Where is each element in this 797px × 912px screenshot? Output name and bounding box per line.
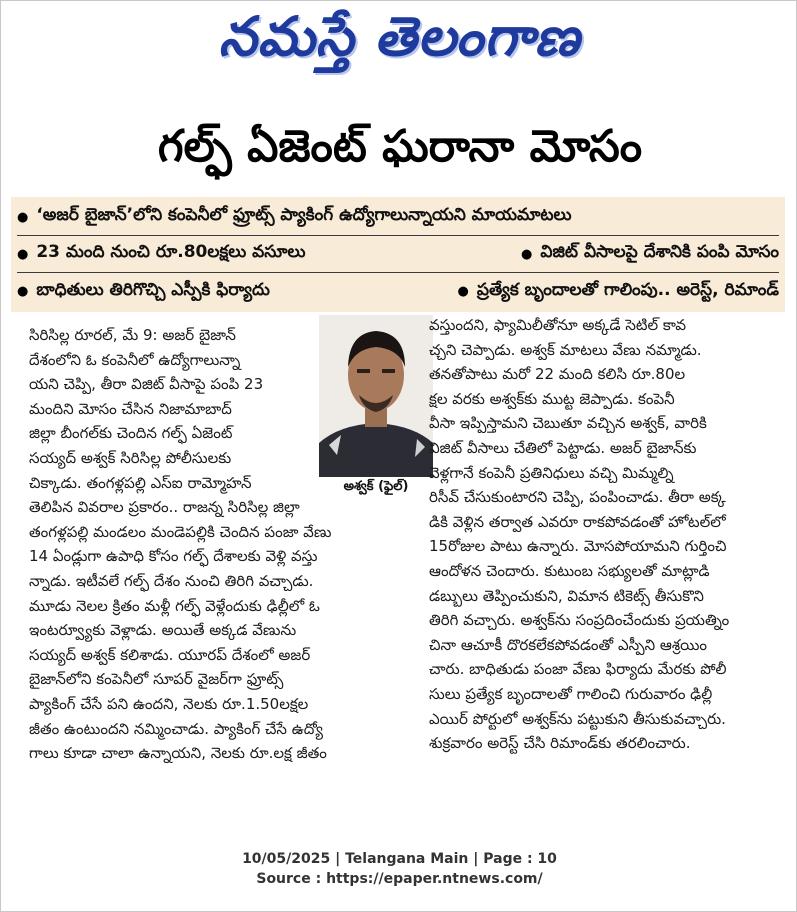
subhead-text: ప్రత్యేక బృందాలతో గాలింపు.. అరెస్ట్, రిమాండ్ [476,279,779,300]
subhead-text: బాధితులు తిరిగొచ్చి ఎస్పీకి ఫిర్యాదు [36,279,270,300]
bullet-icon: ● [521,246,533,262]
source-link[interactable]: Source : https://epaper.ntnews.com/ [256,871,543,887]
body-line: గాలు కూడా చాలా ఉన్నాయని, నెలకు రూ.లక్ష జీతం [29,744,327,763]
body-line: జీతం ఉంటుందని నమ్మించాడు. ప్యాకింగ్ చేసే ఉద్యో [29,719,323,738]
body-line: చారు. బాధితుడు పంజా వేణు ఫిర్యాదు మేరకు పోలీ [429,660,727,679]
photo-caption: అశ్వక్ (ఫైల్) [343,479,409,494]
body-line: శుక్రవారం అరెస్ట్ చేసి రిమాండ్‌కు తరలించారు. [429,734,691,753]
body-line: సయ్యద్ అశ్వక్ సిరిసిల్ల పోలీసులకు [29,448,232,467]
body-line: న్నాడు. ఇటీవలే గల్ఫ్ దేశం నుంచి తిరిగి వచ్చాడు. [29,571,314,590]
subhead-line [17,273,779,310]
body-line: క్షల వరకు అశ్వక్‌కు ముట్ట జెప్పాడు. కంపెనీ [429,389,675,408]
subheadline-band [11,197,785,312]
masthead-title: నమస్తే తెలంగాణ [218,4,581,68]
body-line: తనతోపాటు మరో 22 మంది కలిసి రూ.80ల [429,365,686,384]
body-line: ఇంటర్వ్యూకు వెళ్లాడు. అయితే అక్కడ వేణును [29,621,297,640]
body-line: వెళ్లగానే కంపెనీ ప్రతినిధులు వచ్చి మిమ్మల్ని [429,463,674,482]
subhead-item [521,242,779,266]
subhead-text: విజిట్ వీసాలపై దేశానికి పంపి మోసం [540,242,779,262]
subhead-item [17,242,305,266]
subhead-item [17,205,571,229]
bullet-icon: ● [17,284,29,299]
body-line: ప్యాకింగ్ చేసే పని ఉందని, నెలకు రూ.1.50లక్షల [29,694,309,713]
subhead-item [458,280,779,304]
body-line: డబ్బులు తెప్పించుకుని, విమాన టికెట్స్ తీసుకొని [429,586,704,605]
body-line: తిరిగి వచ్చారు. అశ్వక్‌ను సంప్రదించేందుకు ప్రయత్నిం [429,611,730,630]
body-line: 14 ఏండ్లుగా ఉపాధి కోసం గల్ఫ్ దేశాలకు వెళ్లి వస్తు [29,547,318,566]
body-line: బైజాన్‌లోని కంపెనీలో సూపర్ వైజర్‌గా ఫ్రూట్స్ [29,670,284,689]
body-line: మందిని మోసం చేసిన నిజామాబాద్ [29,399,232,418]
body-line: చ్చని చెప్పాడు. అశ్వక్ మాటలు వేణు నమ్మాడు. [429,340,702,359]
body-line: జిల్లా బీంగల్‌కు చెందిన గల్ఫ్ ఏజెంట్ [29,424,233,443]
accused-photo [319,315,433,477]
page-footer [1,849,797,889]
body-line: 15రోజుల పాటు ఉన్నారు. మోసపోయామని గుర్తించి [429,537,727,556]
edition-info: 10/05/2025 | Telangana Main | Page : 10 [242,851,557,867]
subhead-item [17,280,270,304]
subhead-text: ‘అజర్ బైజాన్’లోని కంపెనీలో ఫ్రూట్స్ ప్యాకింగ్ ఉద్యోగాలున్నాయని మాయమాటలు [36,205,572,225]
body-line: చినా ఆచూకీ దొరకలేకపోవడంతో ఎస్పీని ఆశ్రయిం [429,635,707,654]
bullet-icon: ● [457,284,469,299]
body-line: డికి వెళ్లిన తర్వాత ఎవరూ రాకపోవడంతో హోటల్‌లో [429,512,726,531]
body-line: సిరిసిల్ల రూరల్, మే 9: అజర్ బైజాన్ [29,326,236,344]
subhead-line [17,199,779,236]
body-line: వస్తుందని, ఫ్యామిలీతోనూ అక్కడే సెటిల్ కావ [429,316,687,334]
bullet-icon: ● [17,209,29,225]
body-line: దేశంలోని ఓ కంపెనీలో ఉద్యోగాలున్నా [29,350,241,369]
body-line: తెలిపిన వివరాల ప్రకారం.. రాజన్న సిరిసిల్ల జిల్లా [29,498,300,517]
body-line: రిసీవ్ చేసుకుంటారని చెప్పి, పంపించాడు. తీరా అక్క [429,488,726,507]
bullet-icon: ● [17,246,29,262]
article-headline: గల్ఫ్ ఏజెంట్ ఘరానా మోసం [157,121,643,172]
body-line: మూడు నెలల క్రితం మళ్లీ గల్ఫ్ వెళ్లేందుకు ఢిల్లీలో ఓ [29,596,320,615]
person-portrait-icon [319,315,433,477]
subhead-text: 23 మంది నుంచి రూ.80లక్షలు వసూలు [36,242,306,262]
body-line: విజిట్ వీసాలు చేతిలో పెట్టాడు. అజర్ బైజాన్‌కు [429,438,697,457]
body-line: వీసా ఇప్పిస్తామని చెబుతూ వచ్చిన అశ్వక్, వారికి [429,414,707,433]
body-line: తంగళ్లపల్లి మండలం మండెపల్లికి చెందిన పంజా వేణు [29,522,332,541]
article-body-right-column [429,313,781,756]
newspaper-masthead [1,5,797,81]
body-line: సులు ప్రత్యేక బృందాలతో గాలించి గురువారం ఢిల్లీ [429,684,713,703]
body-line: సయ్యద్ అశ్వక్ కలిశాడు. యూరప్ దేశంలో అజర్ [29,645,311,664]
body-line: ఆందోళన చెందారు. కుటుంబ సభ్యులతో మాట్లాడి [429,561,710,580]
subhead-line [17,236,779,273]
body-line: చిక్కాడు. తంగళ్లపల్లి ఎస్ఐ రామ్మోహన్ [29,473,252,492]
body-line: యని చెప్పి, తీరా విజిట్ వీసాపై పంపి 23 [29,375,264,394]
body-line: ఎయిర్ పోర్టులో అశ్వక్‌ను పట్టుకుని తీసుకువచ్చారు. [429,709,726,728]
